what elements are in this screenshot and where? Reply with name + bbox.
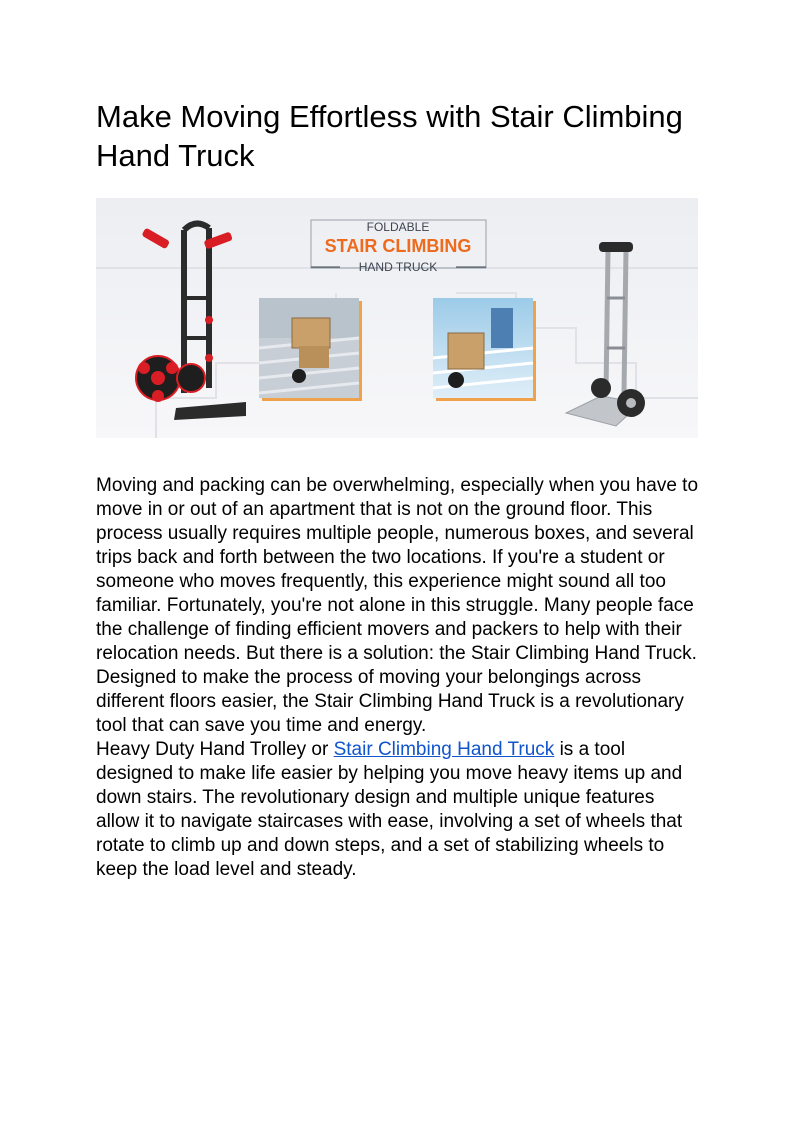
paragraph-design: Designed to make the process of moving your belongings across different floors easier, the Stair Climbing Hand Truck is a revolutionary tool that can save you time and energy. [96, 667, 684, 736]
banner-line-hand-truck: HAND TRUCK [358, 260, 438, 274]
product-banner-image [96, 198, 698, 438]
paragraph-features-lead: Heavy Duty Hand Trolley or [96, 739, 334, 760]
stair-climbing-hand-truck-link[interactable]: Stair Climbing Hand Truck [333, 739, 555, 760]
photo-stairs-boxes-1 [259, 298, 362, 401]
page-title: Make Moving Effortless with Stair Climbing Hand Truck [96, 99, 683, 173]
banner-line-foldable: FOLDABLE [366, 220, 430, 234]
banner-line-stair-climbing: STAIR CLIMBING [324, 236, 472, 256]
article-body [96, 474, 700, 882]
photo-stairs-boxes-2 [433, 298, 536, 401]
paragraph-features-rest: is a tool designed to make life easier by helping you move heavy items up and down stairs. The revolutionary design and multiple unique features allow it to navigate staircases with ease, involving a set of wheels that rotate to climb up and down steps, and a set of stabilizing wheels to keep the load level and steady. [96, 739, 683, 880]
paragraph-features [96, 738, 700, 882]
paragraph-intro: Moving and packing can be overwhelming, especially when you have to move in or out of an apartment that is not on the ground floor. This process usually requires multiple people, numerous boxes, and several trips back and forth between the two locations. If you're a student or someone who moves frequently, this experience might sound all too familiar. Fortunately, you're not alone in this struggle. Many people face the challenge of finding efficient movers and packers to help with their relocation needs. But there is a solution: the Stair Climbing Hand Truck. [96, 475, 699, 664]
